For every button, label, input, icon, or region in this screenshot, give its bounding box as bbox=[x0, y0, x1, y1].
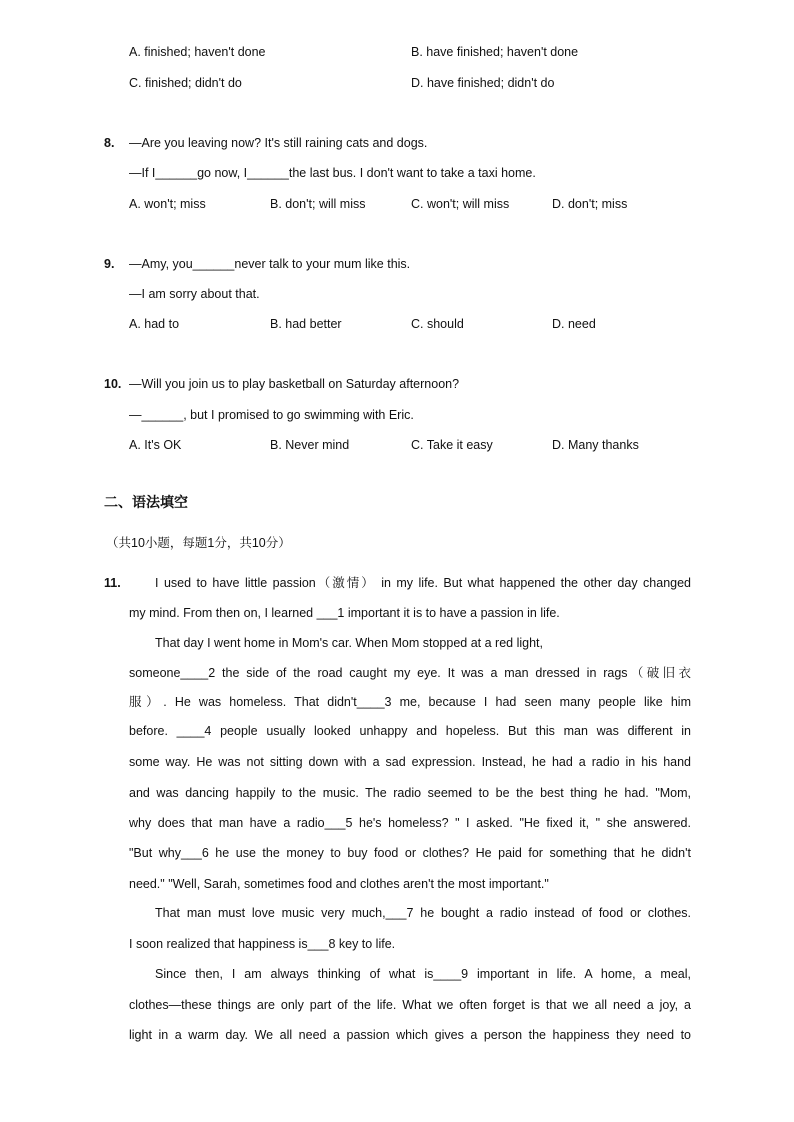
q9-option-a: A. had to bbox=[129, 317, 180, 331]
q9-line-2: —I am sorry about that. bbox=[129, 287, 260, 301]
section-title: 二、语法填空 bbox=[104, 494, 188, 510]
q8-option-b: B. don't; will miss bbox=[270, 197, 366, 211]
q7-option-b: B. have finished; haven't done bbox=[411, 45, 579, 59]
q8-line-1: —Are you leaving now? It's still raining cats and dogs. bbox=[129, 136, 428, 150]
q11-line-5: 服）. He was homeless. That didn't____3 me, because I had seen many people like him bbox=[129, 695, 691, 709]
q7-option-d: D. have finished; didn't do bbox=[411, 76, 555, 90]
q10-option-c: C. Take it easy bbox=[411, 438, 493, 452]
q9-number: 9. bbox=[104, 257, 115, 271]
q11-line-6: before. ____4 people usually looked unhappy and hopeless. But this man was different in bbox=[129, 724, 691, 738]
section-subtitle: （共10小题，每题1分，共10分） bbox=[106, 536, 291, 550]
q11-line-8: and was dancing happily to the music. The radio seemed to be the best thing he had. "Mom, bbox=[129, 786, 691, 800]
q10-option-b: B. Never mind bbox=[270, 438, 350, 452]
q11-line-13: I soon realized that happiness is___8 key to life. bbox=[129, 937, 396, 951]
q9-option-c: C. should bbox=[411, 317, 464, 331]
q11-line-15: clothes—these things are only part of the life. What we often forget is that we all need a joy, a bbox=[129, 998, 691, 1012]
q8-option-a: A. won't; miss bbox=[129, 197, 206, 211]
q11-line-10: "But why___6 he use the money to buy food or clothes? He paid for something that he didn't bbox=[129, 846, 691, 860]
q11-line-4: someone____2 the side of the road caught my eye. It was a man dressed in rags（破旧衣 bbox=[129, 666, 691, 680]
q10-line-1: —Will you join us to play basketball on Saturday afternoon? bbox=[129, 377, 460, 391]
q8-number: 8. bbox=[104, 136, 115, 150]
q11-line-11: need." "Well, Sarah, sometimes food and clothes aren't the most important." bbox=[129, 877, 549, 891]
q10-number: 10. bbox=[104, 377, 122, 391]
q11-number: 11. bbox=[104, 576, 121, 590]
q7-option-c: C. finished; didn't do bbox=[129, 76, 242, 90]
q10-line-2: —______, but I promised to go swimming with Eric. bbox=[129, 408, 414, 422]
q11-line-16: light in a warm day. We all need a passion which gives a person the happiness they need to bbox=[129, 1028, 691, 1042]
q8-option-c: C. won't; will miss bbox=[411, 197, 510, 211]
q11-line-2: my mind. From then on, I learned ___1 important it is to have a passion in life. bbox=[129, 606, 560, 620]
q10-option-d: D. Many thanks bbox=[552, 438, 639, 452]
q8-option-d: D. don't; miss bbox=[552, 197, 628, 211]
q9-option-b: B. had better bbox=[270, 317, 342, 331]
q10-option-a: A. It's OK bbox=[129, 438, 182, 452]
q9-line-1: —Amy, you______never talk to your mum like this. bbox=[129, 257, 411, 271]
q11-line-7: some way. He was not sitting down with a sad expression. Instead, he had a radio in his hand bbox=[129, 755, 691, 769]
q9-option-d: D. need bbox=[552, 317, 596, 331]
q11-line-3: That day I went home in Mom's car. When Mom stopped at a red light, bbox=[155, 636, 543, 650]
q7-option-a: A. finished; haven't done bbox=[129, 45, 266, 59]
q8-line-2: —If I______go now, I______the last bus. I don't want to take a taxi home. bbox=[129, 166, 536, 180]
q11-line-1: I used to have little passion（激情） in my life. But what happened the other day changed bbox=[155, 576, 691, 590]
q11-line-14: Since then, I am always thinking of what is____9 important in life. A home, a meal, bbox=[155, 967, 691, 981]
q11-line-9: why does that man have a radio___5 he's homeless? " I asked. "He fixed it, " she answered. bbox=[129, 816, 691, 830]
q11-line-12: That man must love music very much,___7 he bought a radio instead of food or clothes. bbox=[155, 906, 691, 920]
